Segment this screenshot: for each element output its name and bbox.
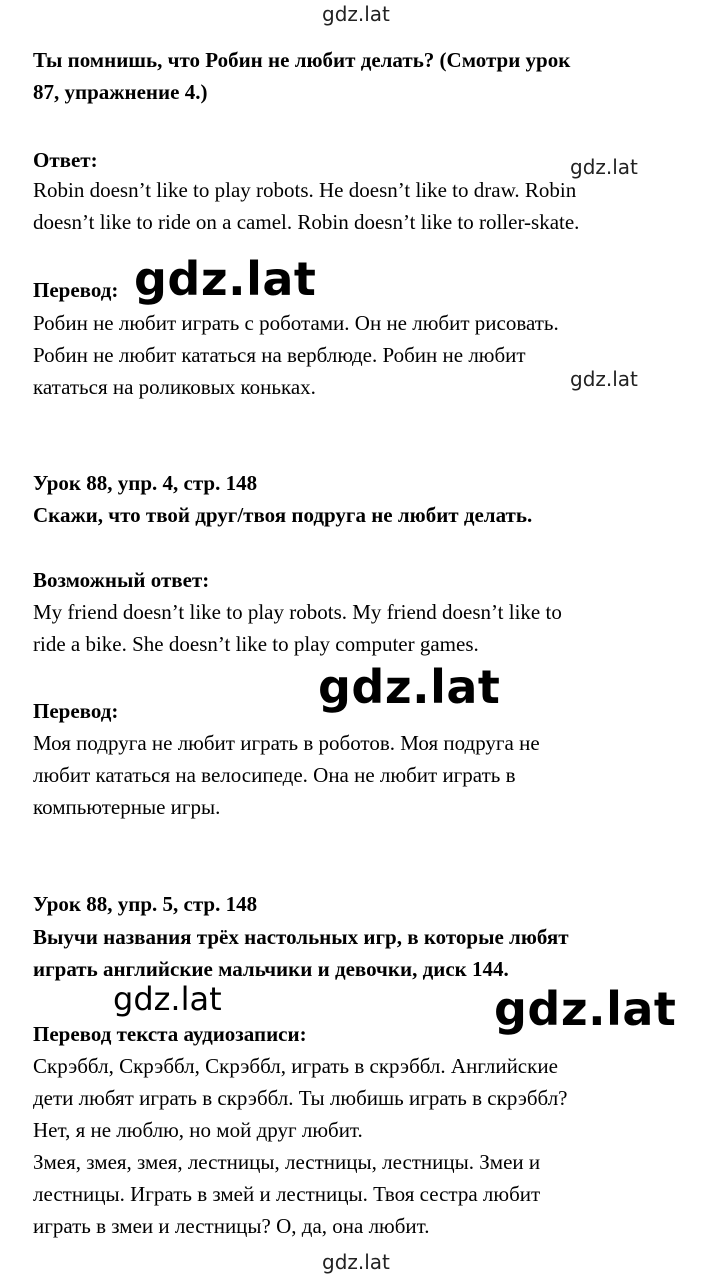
section1-question xyxy=(33,44,693,108)
section1-answer xyxy=(33,174,693,238)
translation-line: Робин не любит играть с роботами. Он не любит рисовать. xyxy=(33,311,559,335)
watermark-bottom: gdz.lat xyxy=(322,1250,390,1274)
translation-line: Нет, я не люблю, но мой друг любит. xyxy=(33,1118,363,1142)
translation-line: лестницы. Играть в змей и лестницы. Твоя сестра любит xyxy=(33,1182,541,1206)
translation-line: любит кататься на велосипеде. Она не любит играть в xyxy=(33,763,516,787)
translation-line: Моя подруга не любит играть в роботов. Моя подруга не xyxy=(33,731,540,755)
section1-translation xyxy=(33,307,693,403)
section2-task: Скажи, что твой друг/твоя подруга не любит делать. xyxy=(33,503,533,527)
answer-line: doesn’t like to ride on a camel. Robin doesn’t like to roller-skate. xyxy=(33,210,580,234)
translation-line: Скрэббл, Скрэббл, Скрэббл, играть в скрэббл. Английские xyxy=(33,1054,558,1078)
watermark-translation-inline: gdz.lat xyxy=(134,252,317,306)
task-line: Выучи названия трёх настольных игр, в которые любят xyxy=(33,925,569,949)
watermark-lower-right-large: gdz.lat xyxy=(494,982,677,1036)
translation-line: компьютерные игры. xyxy=(33,795,221,819)
section3-task xyxy=(33,921,693,985)
task-line: играть английские мальчики и девочки, диск 144. xyxy=(33,957,509,981)
section1-translation-label: Перевод: xyxy=(33,278,119,302)
translation-line: кататься на роликовых коньках. xyxy=(33,375,316,399)
watermark-answer-right: gdz.lat xyxy=(570,155,638,179)
section2-answer xyxy=(33,596,693,660)
section3-translation xyxy=(33,1050,693,1242)
section3-translation-label: Перевод текста аудиозаписи: xyxy=(33,1022,307,1046)
translation-line: Робин не любит кататься на верблюде. Робин не любит xyxy=(33,343,526,367)
section2-translation-label: Перевод: xyxy=(33,699,119,723)
section2-answer-label: Возможный ответ: xyxy=(33,568,210,592)
answer-line: ride a bike. She doesn’t like to play computer games. xyxy=(33,632,479,656)
translation-line: играть в змеи и лестницы? О, да, она любит. xyxy=(33,1214,430,1238)
section1-answer-label: Ответ: xyxy=(33,148,98,172)
section2-translation xyxy=(33,727,693,823)
translation-line: дети любят играть в скрэббл. Ты любишь играть в скрэббл? xyxy=(33,1086,568,1110)
watermark-lower-left: gdz.lat xyxy=(113,980,222,1018)
answer-line: My friend doesn’t like to play robots. My friend doesn’t like to xyxy=(33,600,562,624)
section3-heading: Урок 88, упр. 5, стр. 148 xyxy=(33,892,258,916)
translation-line: Змея, змея, змея, лестницы, лестницы, лестницы. Змеи и xyxy=(33,1150,541,1174)
question-line: 87, упражнение 4.) xyxy=(33,80,208,104)
watermark-top: gdz.lat xyxy=(322,2,390,26)
section2-heading: Урок 88, упр. 4, стр. 148 xyxy=(33,471,258,495)
question-line: Ты помнишь, что Робин не любит делать? (Смотри урок xyxy=(33,48,571,72)
watermark-middle-large: gdz.lat xyxy=(318,660,501,714)
answer-line: Robin doesn’t like to play robots. He doesn’t like to draw. Robin xyxy=(33,178,577,202)
watermark-translation-right: gdz.lat xyxy=(570,367,638,391)
